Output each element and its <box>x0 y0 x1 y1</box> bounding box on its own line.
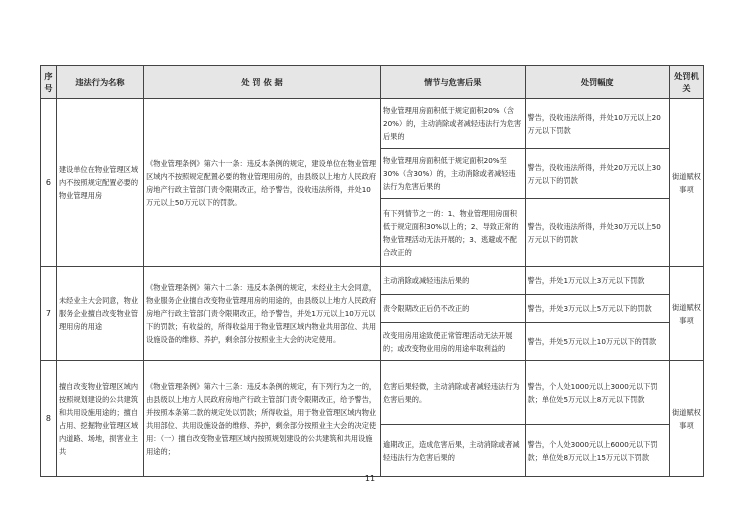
penalty-range-cell: 警告，个人处3000元以上6000元以下罚款；单位处8万元以上15万元以下罚款 <box>525 425 670 477</box>
violation-name: 建设单位在物业管理区域内不按照规定配置必要的物业管理用房 <box>56 99 143 267</box>
circumstance-cell: 物业管理用房面积低于规定面积20%（含20%）的，主动消除或者减轻违法行为危害后果的 <box>381 99 526 149</box>
header-basis: 处 罚 依 据 <box>144 66 381 99</box>
penalty-range-cell: 警告，个人处1000元以上3000元以下罚款；单位处5万元以上8万元以下罚款 <box>525 361 670 425</box>
authority-cell: 街道赋权事项 <box>670 99 704 267</box>
circumstance-cell: 责令限期改正后仍不改正的 <box>381 295 526 323</box>
table-header-row <box>41 66 704 99</box>
circumstance-cell: 改变用房用途致使正常管理活动无法开展的；或改变物业用房的用途牟取利益的 <box>381 323 526 361</box>
header-range: 处罚幅度 <box>525 66 670 99</box>
page-number: 11 <box>364 474 376 483</box>
header-circumstance: 情节与危害后果 <box>381 66 526 99</box>
header-name: 违法行为名称 <box>56 66 143 99</box>
penalty-table <box>40 65 704 477</box>
authority-cell: 街道赋权事项 <box>670 267 704 361</box>
violation-name: 擅自改变物业管理区域内按照规划建设的公共建筑和共用设施用途的；擅自占用、挖掘物业管理区域内道路、场地，损害业主共 <box>56 361 143 477</box>
penalty-basis: 《物业管理条例》第六十三条：违反本条例的规定，有下列行为之一的，由县级以上地方人民政府房地产行政主管部门责令限期改正，给予警告，并按照本条第二款的规定处以罚款；所得收益，用于物业管理区域内物业共用部位、共用设施设备的维修、养护，剩余部分按照业主大会的决定使用：（一）擅自改变物业管理区域内按照规划建设的公共建筑和共用设施用途的； <box>144 361 381 477</box>
circumstance-cell: 主动消除或减轻违法后果的 <box>381 267 526 295</box>
circumstance-cell: 物业管理用房面积低于规定面积20%至30%（含30%）的，主动消除或者减轻违法行为危害后果的 <box>381 149 526 199</box>
penalty-range-cell: 警告，没收违法所得，并处30万元以上50万元以下的罚款 <box>525 199 670 267</box>
circumstance-cell: 逾期改正，造成危害后果，主动消除或者减轻违法行为危害后果的 <box>381 425 526 477</box>
penalty-range-cell: 警告，没收违法所得，并处20万元以上30万元以下的罚款 <box>525 149 670 199</box>
violation-name: 未经业主大会同意，物业服务企业擅自改变物业管理用房的用途 <box>56 267 143 361</box>
header-authority: 处罚机关 <box>670 66 704 99</box>
penalty-basis: 《物业管理条例》第六十二条：违反本条例的规定，未经业主大会同意，物业服务企业擅自改变物业管理用房的用途的，由县级以上地方人民政府房地产行政主管部门责令限期改正，给予警告，并处1万元以上10万元以下的罚款；有收益的，所得收益用于物业管理区域内物业共用部位、共用设施设备的维修、养护，剩余部分按照业主大会的决定使用。 <box>144 267 381 361</box>
penalty-range-cell: 警告，并处1万元以上3万元以下罚款 <box>525 267 670 295</box>
row-no: 7 <box>41 267 57 361</box>
header-no: 序号 <box>41 66 57 99</box>
row-no: 6 <box>41 99 57 267</box>
row-no: 8 <box>41 361 57 477</box>
circumstance-cell: 危害后果轻微，主动消除或者减轻违法行为危害后果的。 <box>381 361 526 425</box>
circumstance-cell: 有下列情节之一的：1、物业管理用房面积低于规定面积30%以上的；2、导致正常的物业管理活动无法开展的；3、逃避或不配合改正的 <box>381 199 526 267</box>
penalty-range-cell: 警告，并处5万元以上10万元以下的罚款 <box>525 323 670 361</box>
penalty-basis: 《物业管理条例》第六十一条：违反本条例的规定，建设单位在物业管理区域内不按照规定配置必要的物业管理用房的，由县级以上地方人民政府房地产行政主管部门责令限期改正，给予警告，没收违法所得，并处10万元以上50万元以下的罚款。 <box>144 99 381 267</box>
authority-cell: 街道赋权事项 <box>670 361 704 477</box>
penalty-range-cell: 警告，没收违法所得，并处10万元以上20万元以下罚款 <box>525 99 670 149</box>
table-row <box>41 99 704 149</box>
table-row <box>41 267 704 295</box>
table-row <box>41 361 704 425</box>
penalty-range-cell: 警告，并处3万元以上5万元以下的罚款 <box>525 295 670 323</box>
